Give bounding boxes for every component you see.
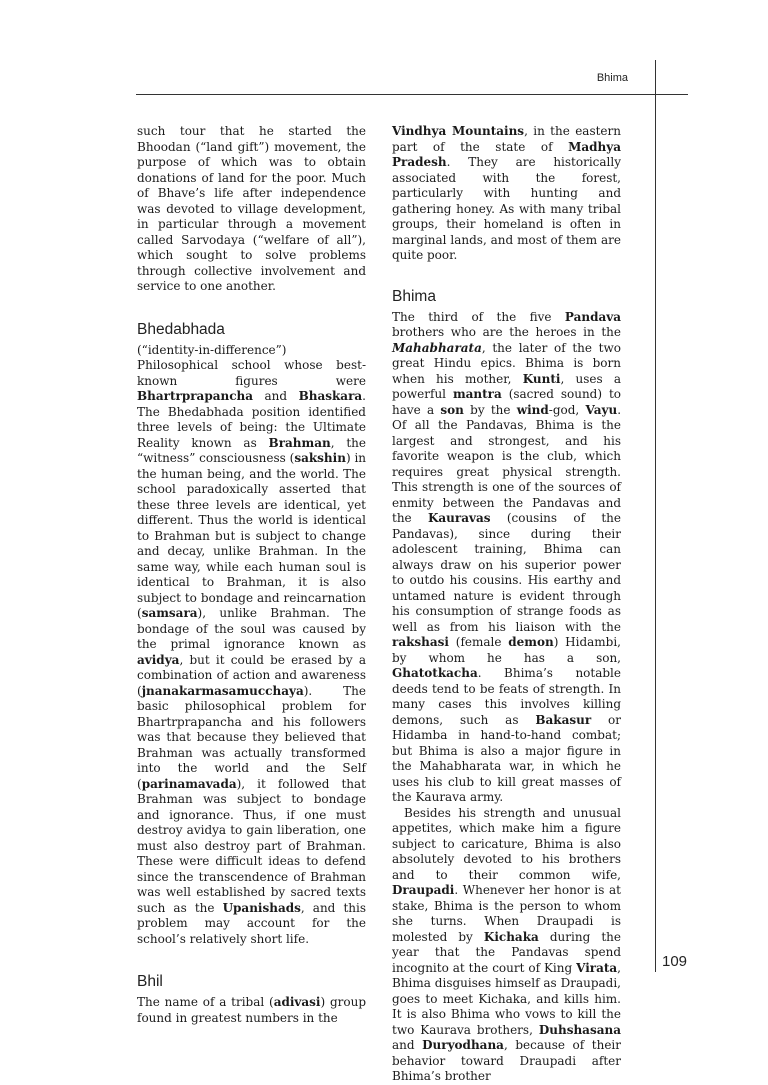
running-head	[0, 0, 768, 100]
cross-reference: Vayu	[585, 402, 618, 417]
running-head-title: Bhima	[596, 72, 628, 84]
cross-reference: avidya	[137, 652, 180, 667]
cross-reference: Kichaka	[483, 929, 539, 944]
cross-reference: mantra	[452, 387, 502, 401]
continued-paragraph: such tour that he started the Bhoodan (“land gift”) movement, the purpose of which was to obtain donations of land for the poor. Much of Bhave’s life after independence was devoted to village development, in particular through a movement called Sarvodaya (“welfare of all”), which sought to solve problems through collective involvement and service to one another.	[137, 124, 366, 293]
cross-reference: Upanishads	[222, 900, 301, 915]
cross-reference: sakshin	[294, 451, 346, 465]
cross-reference: Draupadi	[392, 883, 455, 897]
cross-reference: Pandava	[564, 309, 621, 324]
cross-reference: son	[440, 402, 464, 417]
cross-reference: adivasi	[273, 995, 321, 1009]
entry-body-bhima-para2: Besides his strength and unusual appetites, which make him a figure subject to caricature, Bhima is also absolutely devoted to his brothers and to their common wife, Draupadi. Whenever her honor is at stake, Bhima is the person to whom she turns. When Draupadi is molested by Kichaka during the year that the Pandavas spend incognito at the court of King Virata, Bhima disguises himself as Draupadi, goes to meet Kichaka, and kills him. It is also Bhima who vows to kill the two Kaurava brothers, Duhshasana and Duryodhana, because of their behavior toward Draupadi after Bhima’s brother	[392, 805, 621, 1083]
cross-reference: samsara	[141, 606, 198, 620]
cross-reference: Duhshasana	[538, 1022, 621, 1037]
right-column	[392, 124, 621, 1085]
cross-reference: Bakasur	[535, 712, 592, 727]
left-column	[137, 124, 366, 1026]
entry-body-bhil: The name of a tribal (adivasi) group found in greatest numbers in the	[137, 995, 366, 1025]
header-rule	[136, 94, 688, 95]
cross-reference: Ghatotkacha	[392, 666, 478, 680]
cross-reference: Madhya Pradesh	[392, 139, 621, 169]
page-number: 109	[662, 953, 688, 970]
cross-reference: Virata	[576, 960, 618, 975]
cross-reference: jnanakarmasamucchaya	[141, 683, 304, 698]
cross-reference: Vindhya Mountains	[392, 124, 525, 138]
cross-reference: Kauravas	[427, 511, 491, 525]
cross-reference: Bhartrprapancha	[137, 389, 254, 403]
cross-reference: Duryodhana	[422, 1038, 504, 1052]
entry-body-bhima: The third of the five Pandava brothers who are the heroes in the Mahabharata, the later of the two great Hindu epics. Bhima is born when his mother, Kunti, uses a powerful mantra (sacred sound) to have a son by the wind-god, Vayu. Of all the Pandavas, Bhima is the largest and strongest, and his favorite weapon is the club, which requires great physical strength. This strength is one of the sources of enmity between the Pandavas and the Kauravas (cousins of the Pandavas), since during their adolescent training, Bhima can always draw on his superior power to outdo his cousins. His earthy and untamed nature is evident through his consumption of strange foods as well as from his liaison with the rakshasi (female demon) Hidambi, by whom he has a son, Ghatotkacha. Bhima’s notable deeds tend to be feats of strength. In many cases this involves killing demons, such as Bakasur or Hidamba in hand-to-hand combat; but Bhima is also a major figure in the Mahabharata war, in which he uses his club to kill great masses of the Kaurava army.	[392, 309, 622, 804]
cross-reference: demon	[508, 635, 554, 649]
entry-heading-bhedabhada: Bhedabhada	[137, 320, 225, 338]
margin-rule	[655, 60, 656, 972]
cross-reference: Kunti	[522, 371, 561, 386]
cross-reference: parinamavada	[141, 776, 237, 791]
cross-reference: Brahman	[268, 435, 331, 450]
entry-heading-bhima: Bhima	[392, 287, 436, 305]
cross-reference: rakshasi	[392, 635, 449, 649]
cross-reference: Bhaskara	[298, 389, 363, 403]
continued-paragraph: Vindhya Mountains, in the eastern part of the state of Madhya Pradesh. They are historically associated with the forest, particularly with hunting and gathering honey. As with many tribal groups, their homeland is often in marginal lands, and most of them are quite poor.	[392, 124, 621, 262]
cross-reference: wind	[516, 402, 549, 417]
cross-reference-title: Mahabharata	[392, 340, 482, 355]
entry-body-bhedabhada: (“identity-in-difference”) Philosophical school whose best-known figures were Bhartrprapancha and Bhaskara. The Bhedabhada position identified three levels of being: the Ultimate Reality known as Brahman, the “witness” consciousness (sakshin) in the human being, and the world. The school paradoxically asserted that these three levels are identical, yet different. Thus the world is identical to Brahman but is subject to change and decay, unlike Brahman. In the same way, while each human soul is identical to Brahman, it is also subject to bondage and reincarnation (samsara), unlike Brahman. The bondage of the soul was caused by the primal ignorance known as avidya, but it could be erased by a combination of action and awareness (jnanakarmasamucchaya). The basic philosophical problem for Bhartrprapancha and his followers was that because they believed that Brahman was actually transformed into the world and the Self (parinamavada), it followed that Brahman was subject to bondage and ignorance. Thus, if one must destroy avidya to gain liberation, one must also destroy part of Brahman. These were difficult ideas to defend since the transcendence of Brahman was well established by sacred texts such as the Upanishads, and this problem may account for the school’s relatively short life.	[137, 342, 367, 946]
entry-heading-bhil: Bhil	[137, 973, 163, 990]
